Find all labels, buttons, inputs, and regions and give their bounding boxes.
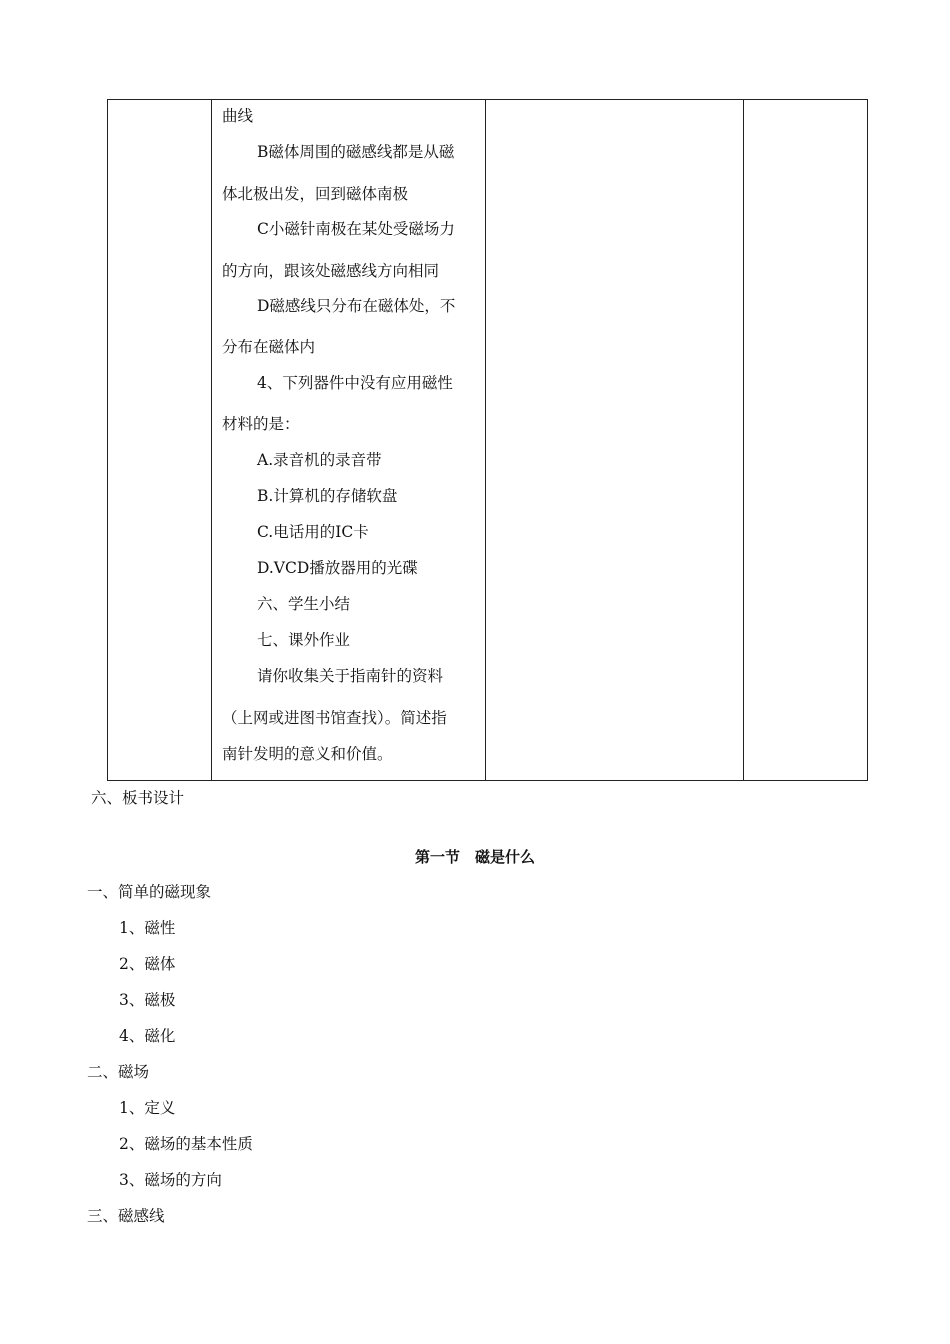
cell-line: C小磁针南极在某处受磁场力 — [257, 220, 455, 238]
cell-line: A.录音机的录音带 — [257, 451, 382, 469]
cell-line: D.VCD播放器用的光碟 — [257, 559, 418, 577]
column-divider — [211, 100, 212, 780]
outline-item: 一、简单的磁现象 — [87, 883, 212, 901]
cell-line: 材料的是： — [222, 415, 300, 433]
section-heading: 六、板书设计 — [91, 789, 185, 807]
column-divider — [485, 100, 486, 780]
outline-item: 3、磁极 — [119, 991, 176, 1009]
outline-item: 2、磁体 — [119, 955, 176, 973]
column-divider — [743, 100, 744, 780]
cell-line: （上网或进图书馆查找）。简述指 — [222, 709, 447, 727]
lesson-table — [107, 99, 868, 781]
cell-line: 体北极出发，回到磁体南极 — [222, 185, 409, 203]
outline-item: 1、定义 — [119, 1099, 176, 1117]
cell-line: 七、课外作业 — [257, 631, 351, 649]
outline-item: 三、磁感线 — [87, 1207, 165, 1225]
outline-item: 1、磁性 — [119, 919, 176, 937]
cell-line: D磁感线只分布在磁体处，不 — [257, 297, 456, 315]
cell-line: 分布在磁体内 — [222, 338, 316, 356]
outline-item: 2、磁场的基本性质 — [119, 1135, 253, 1153]
cell-line: B.计算机的存储软盘 — [257, 487, 398, 505]
outline-item: 二、磁场 — [87, 1063, 150, 1081]
cell-line: 请你收集关于指南针的资料 — [257, 667, 444, 685]
cell-line: C.电话用的IC卡 — [257, 523, 369, 541]
board-title: 第一节 磁是什么 — [414, 848, 535, 866]
outline-item: 3、磁场的方向 — [119, 1171, 222, 1189]
cell-line: 曲线 — [222, 107, 254, 125]
cell-line: 六、学生小结 — [257, 595, 351, 613]
cell-line: 南针发明的意义和价值。 — [222, 745, 393, 763]
cell-line: B磁体周围的磁感线都是从磁 — [257, 143, 455, 161]
cell-line: 的方向，跟该处磁感线方向相同 — [222, 262, 440, 280]
cell-line: 4、下列器件中没有应用磁性 — [257, 374, 453, 392]
outline-item: 4、磁化 — [119, 1027, 176, 1045]
